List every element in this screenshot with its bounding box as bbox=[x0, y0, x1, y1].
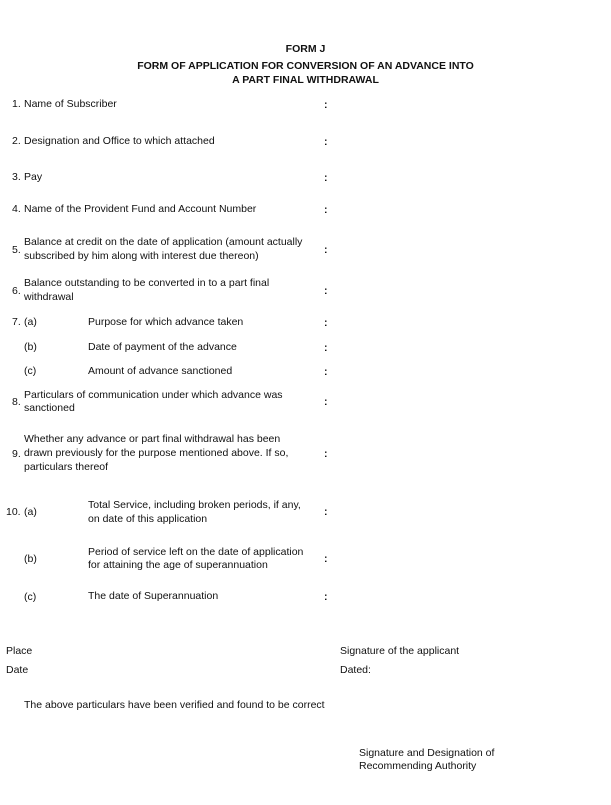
sub-item-label: (c) bbox=[24, 365, 37, 377]
sub-item-label: (b) bbox=[24, 553, 37, 565]
item-number: 8. bbox=[12, 396, 21, 408]
field-colon: : bbox=[324, 553, 328, 565]
item-label-line-2: subscribed by him along with interest due thereon) bbox=[24, 250, 259, 262]
field-colon: : bbox=[324, 136, 328, 148]
item-label-line-1: Balance at credit on the date of application (amount actually bbox=[24, 236, 303, 248]
item-number: 2. bbox=[12, 135, 21, 147]
item-number: 3. bbox=[12, 171, 21, 183]
dated-label: Dated: bbox=[340, 664, 371, 676]
recommending-authority-line-2: Recommending Authority bbox=[359, 760, 477, 772]
item-number: 6. bbox=[12, 285, 21, 297]
item-label: Designation and Office to which attached bbox=[24, 135, 215, 147]
item-label: Name of the Provident Fund and Account Number bbox=[24, 203, 257, 215]
item-number: 10. bbox=[6, 506, 21, 518]
item-label-line-1: Particulars of communication under which advance was bbox=[24, 389, 283, 401]
item-label: Purpose for which advance taken bbox=[88, 316, 244, 328]
form-title-line-2: A PART FINAL WITHDRAWAL bbox=[232, 74, 379, 86]
field-colon: : bbox=[324, 172, 328, 184]
place-label: Place bbox=[6, 645, 33, 657]
item-label-line-1: Total Service, including broken periods, if any, bbox=[88, 499, 301, 511]
item-label: The date of Superannuation bbox=[88, 590, 219, 602]
sub-item-label: (a) bbox=[24, 316, 37, 328]
verification-statement: The above particulars have been verified and found to be correct bbox=[24, 699, 325, 711]
item-label-line-1: Balance outstanding to be converted in to a part final bbox=[24, 277, 270, 289]
item-label: Name of Subscriber bbox=[24, 98, 117, 110]
recommending-authority-line-1: Signature and Designation of bbox=[359, 747, 495, 759]
field-colon: : bbox=[324, 342, 328, 354]
item-label-line-3: particulars thereof bbox=[24, 461, 109, 473]
sub-item-label: (c) bbox=[24, 591, 37, 603]
form-title-line-1: FORM OF APPLICATION FOR CONVERSION OF AN ADVANCE INTO bbox=[137, 60, 474, 72]
item-number: 4. bbox=[12, 203, 21, 215]
field-colon: : bbox=[324, 317, 328, 329]
item-label-line-2: withdrawal bbox=[24, 291, 74, 303]
field-colon: : bbox=[324, 448, 328, 460]
sub-item-label: (a) bbox=[24, 506, 37, 518]
item-number: 5. bbox=[12, 244, 21, 256]
form-number: FORM J bbox=[285, 43, 326, 55]
field-colon: : bbox=[324, 591, 328, 603]
item-label-line-1: Whether any advance or part final withdrawal has been bbox=[24, 433, 281, 445]
signature-of-applicant-label: Signature of the applicant bbox=[340, 645, 460, 657]
sub-item-label: (b) bbox=[24, 341, 37, 353]
field-colon: : bbox=[324, 204, 328, 216]
field-colon: : bbox=[324, 366, 328, 378]
field-colon: : bbox=[324, 244, 328, 256]
item-number: 1. bbox=[12, 98, 21, 110]
item-number: 9. bbox=[12, 448, 21, 460]
item-label-line-2: on date of this application bbox=[88, 513, 208, 525]
item-label-line-2: for attaining the age of superannuation bbox=[88, 559, 268, 571]
field-colon: : bbox=[324, 285, 328, 297]
item-number: 7. bbox=[12, 316, 21, 328]
field-colon: : bbox=[324, 506, 328, 518]
item-label-line-2: sanctioned bbox=[24, 402, 75, 414]
field-colon: : bbox=[324, 99, 328, 111]
item-label: Date of payment of the advance bbox=[88, 341, 237, 353]
date-label: Date bbox=[6, 664, 29, 676]
item-label-line-1: Period of service left on the date of application bbox=[88, 546, 304, 558]
item-label-line-2: drawn previously for the purpose mentioned above. If so, bbox=[24, 447, 289, 459]
field-colon: : bbox=[324, 396, 328, 408]
item-label: Pay bbox=[24, 171, 43, 183]
item-label: Amount of advance sanctioned bbox=[88, 365, 233, 377]
